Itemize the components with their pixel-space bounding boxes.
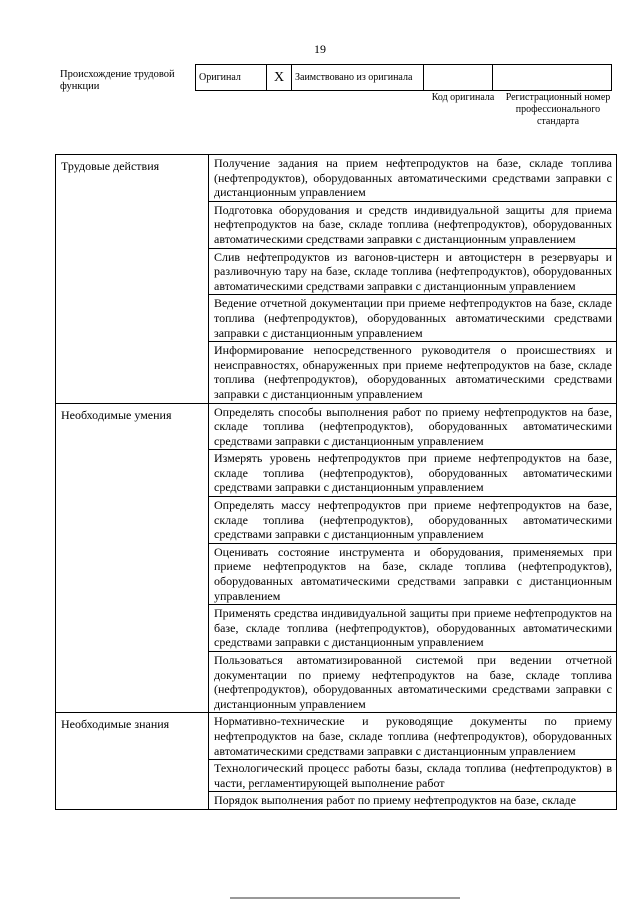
- section-items: [209, 713, 617, 810]
- code-cell: [424, 65, 493, 91]
- table-item: Ведение отчетной документации при приеме нефтепродуктов на базе, складе топлива (нефтепродуктов), оборудованных автоматическими средствами заправки с дистанционным управлением: [209, 295, 616, 342]
- origin-table: [195, 64, 612, 91]
- original-mark: X: [273, 69, 285, 85]
- table-item: Получение задания на прием нефтепродуктов на базе, складе топлива (нефтепродуктов), оборудованных автоматическими средствами заправки с дистанционным управлением: [209, 155, 616, 202]
- table-item: Порядок выполнения работ по приему нефтепродуктов на базе, складе: [214, 793, 576, 808]
- section-row: [56, 713, 617, 810]
- section-title: Необходимые знания: [56, 713, 209, 810]
- section-items: [209, 155, 617, 404]
- section-row: [56, 155, 617, 404]
- table-item: Применять средства индивидуальной защиты при приеме нефтепродуктов на базе, складе топлива (нефтепродуктов), оборудованных автоматическими средствами заправки с дистанционным управлением: [209, 605, 616, 652]
- reg-number-cell: [493, 65, 612, 91]
- page-number: 19: [314, 42, 326, 56]
- code-caption: Код оригинала: [431, 92, 495, 103]
- borrowed-label: Заимствовано из оригинала: [295, 72, 413, 83]
- table-item: Определять способы выполнения работ по приему нефтепродуктов на базе, складе топлива (нефтепродуктов), оборудованных автоматическими средствами заправки с дистанционным управлением: [209, 404, 616, 451]
- table-item: Определять массу нефтепродуктов при приеме нефтепродуктов на базе, складе топлива (нефтепродуктов), оборудованных автоматическими средствами заправки с дистанционным управлением: [209, 497, 616, 544]
- section-row: [56, 403, 617, 713]
- original-label: Оригинал: [199, 72, 241, 83]
- table-item: Слив нефтепродуктов из вагонов-цистерн и автоцистерн в резервуары и разливочную тару на базе, складе топлива (нефтепродуктов), оборудованных автоматическими средствами заправки с дистанционным управлением: [209, 249, 616, 296]
- table-item: Измерять уровень нефтепродуктов при приеме нефтепродуктов на базе, складе топлива (нефтепродуктов), оборудованных автоматическими средствами заправки с дистанционным управлением: [209, 450, 616, 497]
- table-item: Нормативно-технические и руководящие документы по приему нефтепродуктов на базе, складе топлива (нефтепродуктов), оборудованных автоматическими средствами заправки с дистанционным управлением: [209, 713, 616, 760]
- section-title: Необходимые умения: [56, 403, 209, 713]
- reg-number-caption: Регистрационный номер профессионального стандарта: [505, 92, 611, 127]
- table-item: Оценивать состояние инструмента и оборудования, применяемых при приеме нефтепродуктов на базе, складе топлива (нефтепродуктов), оборудованных автоматическими средствами заправки с дистанционным управлением: [209, 544, 616, 605]
- origin-label: Происхождение трудовой функции: [60, 69, 175, 92]
- section-title: Трудовые действия: [56, 155, 209, 404]
- table-item: Информирование непосредственного руководителя о происшествиях и неисправностях, обнаруженных при приеме нефтепродуктов на базе, складе топлива (нефтепродуктов), оборудованных автоматическими средствами заправки с дистанционным управлением: [214, 343, 612, 401]
- borrowed-cell: [292, 65, 424, 91]
- table-item: Пользоваться автоматизированной системой при ведении отчетной документации по приему нефтепродуктов на базе, складе топлива (нефтепродуктов), оборудованных автоматическими средствами заправки с дистанционным управлением: [214, 653, 612, 711]
- table-item: Подготовка оборудования и средств индивидуальной защиты для приема нефтепродуктов на базе, складе топлива (нефтепродуктов), оборудованных автоматическими средствами заправки с дистанционным управлением: [209, 202, 616, 249]
- bottom-divider: [230, 897, 460, 899]
- original-cell: [196, 65, 267, 91]
- function-table: [55, 154, 617, 810]
- section-items: [209, 403, 617, 713]
- table-item: Технологический процесс работы базы, склада топлива (нефтепродуктов) в части, регламентирующей выполнение работ: [209, 760, 616, 792]
- original-mark-cell: [267, 65, 292, 91]
